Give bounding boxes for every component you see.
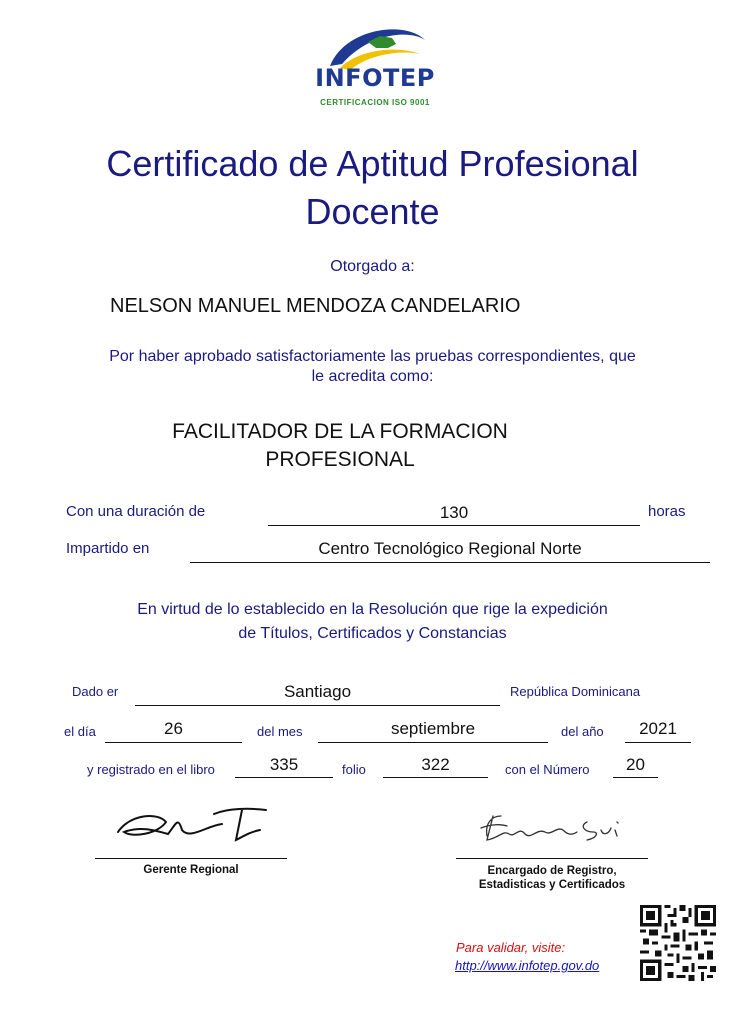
- taught-line: [190, 562, 710, 563]
- book-label: y registrado en el libro: [87, 762, 215, 777]
- duration-unit: horas: [648, 503, 686, 520]
- reason-text: [40, 347, 705, 387]
- given-city: Santiago: [283, 682, 352, 701]
- day-value: 26: [164, 719, 183, 738]
- left-signature-line: [95, 858, 287, 859]
- given-line: [135, 705, 500, 706]
- taught-label: Impartido en: [66, 540, 150, 557]
- right-signature-line: [456, 858, 648, 859]
- folio-label: folio: [342, 762, 366, 777]
- month-line: [318, 742, 548, 743]
- reason-line-2: le acredita como:: [311, 368, 434, 385]
- day-line: [105, 742, 242, 743]
- number-line: [613, 777, 658, 778]
- duration-value: 130: [439, 503, 469, 522]
- title-line-1: Certificado de Aptitud Profesional: [106, 143, 639, 184]
- registry-officer-title: [440, 864, 664, 892]
- book-line: [235, 777, 333, 778]
- resolution-text: [40, 598, 705, 646]
- recipient-name: NELSON MANUEL MENDOZA CANDELARIO: [110, 295, 521, 317]
- taught-value: Centro Tecnológico Regional Norte: [318, 539, 582, 558]
- resolution-line-2: de Títulos, Certificados y Constancias: [238, 625, 507, 642]
- reason-line-1: Por haber aprobado satisfactoriamente las pruebas correspondientes, que: [109, 348, 636, 365]
- validation-link[interactable]: http://www.infotep.gov.do: [455, 958, 600, 973]
- number-label: con el Número: [505, 762, 590, 777]
- year-line: [625, 742, 691, 743]
- role-line-2: PROFESIONAL: [265, 448, 415, 471]
- day-label: el día: [64, 724, 96, 739]
- book-value: 335: [269, 755, 299, 774]
- year-label: del año: [561, 724, 604, 739]
- registry-officer-title-line-1: Encargado de Registro,: [487, 865, 617, 877]
- duration-label: Con una duración de: [66, 503, 206, 520]
- qr-code-icon: [640, 905, 716, 981]
- number-value: 20: [626, 755, 645, 774]
- regional-manager-title: Gerente Regional: [143, 864, 239, 876]
- awarded-to-label: Otorgado a:: [330, 258, 415, 275]
- logo-subtitle: CERTIFICACION ISO 9001: [320, 98, 430, 107]
- role-title: [140, 418, 540, 474]
- validate-label: Para validar, visite:: [456, 940, 566, 955]
- given-label: Dado er: [72, 684, 119, 699]
- month-value: septiembre: [390, 719, 476, 738]
- month-label: del mes: [257, 724, 303, 739]
- title-line-2: Docente: [305, 191, 440, 232]
- folio-value: 322: [421, 755, 450, 774]
- role-line-1: FACILITADOR DE LA FORMACION: [172, 420, 508, 443]
- registry-officer-signature-icon: [475, 808, 635, 850]
- registry-officer-title-line-2: Estadisticas y Certificados: [478, 879, 626, 891]
- duration-line: [268, 525, 640, 526]
- year-value: 2021: [639, 719, 677, 738]
- folio-line: [383, 777, 488, 778]
- regional-manager-signature-icon: [110, 800, 280, 850]
- infotep-logo: [300, 18, 450, 118]
- certificate-title: [40, 140, 705, 236]
- resolution-line-1: En virtud de lo establecido en la Resolución que rige la expedición: [137, 601, 608, 618]
- logo-wordmark: INFOTEP: [315, 64, 435, 92]
- given-country: República Dominicana: [510, 684, 641, 699]
